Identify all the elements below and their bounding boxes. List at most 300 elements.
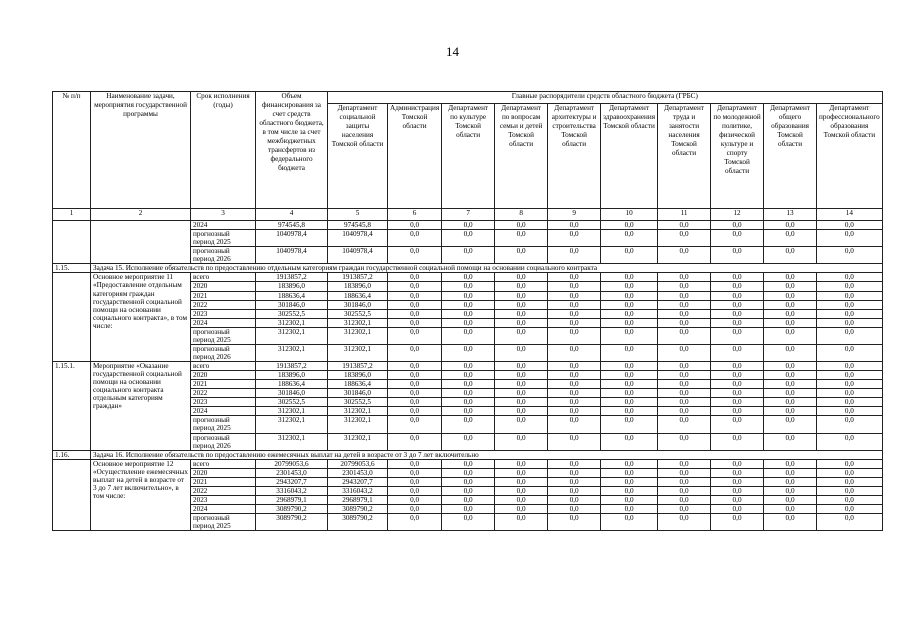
item-number: [53, 459, 91, 531]
value-cell: 0,0: [388, 495, 442, 504]
value-cell: 0,0: [711, 398, 764, 407]
value-cell: 1913857,2: [328, 362, 388, 371]
value-cell: 0,0: [388, 505, 442, 514]
value-cell: 0,0: [442, 407, 495, 416]
column-number: 9: [548, 209, 601, 221]
total-cell: 1040978,4: [256, 247, 328, 264]
value-cell: 0,0: [442, 221, 495, 230]
header-grbs: Департамент социальной защиты населения Томской области: [328, 104, 388, 209]
table-row: [53, 459, 883, 468]
value-cell: 0,0: [442, 468, 495, 477]
item-name: Мероприятие «Оказание государственной социальной помощи на основании социального контракта отдельным категориям граждан»: [91, 362, 191, 451]
task-text: Задача 16. Исполнение обязательств по предоставлению ежемесячных выплат на детей в возрасте от 3 до 7 лет включительно: [91, 450, 883, 459]
value-cell: 0,0: [495, 344, 548, 361]
value-cell: 0,0: [601, 230, 658, 247]
value-cell: 0,0: [817, 398, 883, 407]
value-cell: 0,0: [548, 300, 601, 309]
value-cell: 0,0: [711, 282, 764, 291]
value-cell: 0,0: [388, 371, 442, 380]
value-cell: 0,0: [601, 416, 658, 433]
value-cell: 0,0: [495, 505, 548, 514]
task-number: 1.16.: [53, 450, 91, 459]
value-cell: 0,0: [442, 300, 495, 309]
value-cell: 0,0: [495, 282, 548, 291]
value-cell: 0,0: [658, 459, 711, 468]
header-grbs: Департамент здравоохранения Томской области: [601, 104, 658, 209]
term-cell: 2020: [191, 282, 256, 291]
value-cell: 0,0: [388, 282, 442, 291]
value-cell: 0,0: [388, 362, 442, 371]
value-cell: 0,0: [442, 514, 495, 531]
term-cell: 2022: [191, 389, 256, 398]
value-cell: 0,0: [711, 291, 764, 300]
value-cell: 0,0: [711, 344, 764, 361]
header-grbs: Департамент по молодежной политике, физической культуре и спорту Томской области: [711, 104, 764, 209]
value-cell: 312302,1: [328, 416, 388, 433]
total-cell: 312302,1: [256, 344, 328, 361]
header-grbs: Департамент по культуре Томской области: [442, 104, 495, 209]
header-volume: Объем финансирования за счет средств областного бюджета, в том числе за счет межбюджетных трансфертов из федерального бюджета: [256, 92, 328, 209]
value-cell: 0,0: [601, 514, 658, 531]
value-cell: 0,0: [817, 318, 883, 327]
value-cell: 0,0: [764, 407, 817, 416]
value-cell: 0,0: [495, 273, 548, 282]
value-cell: 0,0: [442, 309, 495, 318]
value-cell: 0,0: [764, 477, 817, 486]
value-cell: 0,0: [495, 514, 548, 531]
value-cell: 0,0: [711, 468, 764, 477]
value-cell: 0,0: [442, 362, 495, 371]
value-cell: 0,0: [601, 477, 658, 486]
value-cell: 0,0: [711, 486, 764, 495]
value-cell: 0,0: [817, 247, 883, 264]
total-cell: 301846,0: [256, 300, 328, 309]
total-cell: 20799053,6: [256, 459, 328, 468]
value-cell: 0,0: [764, 344, 817, 361]
value-cell: 0,0: [817, 505, 883, 514]
value-cell: 0,0: [658, 371, 711, 380]
value-cell: 0,0: [764, 300, 817, 309]
value-cell: 0,0: [658, 468, 711, 477]
value-cell: 312302,1: [328, 327, 388, 344]
header-grbs: Департамент общего образования Томской области: [764, 104, 817, 209]
value-cell: 0,0: [817, 221, 883, 230]
value-cell: 0,0: [711, 505, 764, 514]
value-cell: 0,0: [711, 514, 764, 531]
value-cell: 974545,8: [328, 221, 388, 230]
column-number: 11: [658, 209, 711, 221]
total-cell: 188636,4: [256, 380, 328, 389]
term-cell: прогнозный период 2025: [191, 327, 256, 344]
value-cell: 0,0: [548, 309, 601, 318]
value-cell: 0,0: [495, 468, 548, 477]
value-cell: 0,0: [711, 459, 764, 468]
value-cell: 0,0: [388, 477, 442, 486]
value-cell: 0,0: [817, 362, 883, 371]
value-cell: 0,0: [495, 230, 548, 247]
value-cell: 0,0: [817, 282, 883, 291]
value-cell: 0,0: [495, 477, 548, 486]
term-cell: 2022: [191, 486, 256, 495]
value-cell: 0,0: [764, 514, 817, 531]
value-cell: 0,0: [817, 468, 883, 477]
value-cell: 3316043,2: [328, 486, 388, 495]
header-row-group: [53, 92, 883, 104]
value-cell: 0,0: [548, 362, 601, 371]
value-cell: 0,0: [711, 221, 764, 230]
value-cell: 0,0: [442, 371, 495, 380]
value-cell: 0,0: [658, 291, 711, 300]
value-cell: 0,0: [601, 291, 658, 300]
value-cell: 0,0: [764, 291, 817, 300]
value-cell: 0,0: [711, 230, 764, 247]
value-cell: 2943207,7: [328, 477, 388, 486]
value-cell: 0,0: [601, 407, 658, 416]
value-cell: 0,0: [658, 389, 711, 398]
value-cell: 0,0: [764, 433, 817, 450]
task-text: Задача 15. Исполнение обязательств по предоставлению отдельным категориям граждан государственной социальной помощи на основании социального контракта: [91, 264, 883, 273]
value-cell: 0,0: [442, 230, 495, 247]
value-cell: 0,0: [495, 495, 548, 504]
value-cell: 0,0: [548, 433, 601, 450]
value-cell: 0,0: [388, 309, 442, 318]
value-cell: 0,0: [817, 371, 883, 380]
value-cell: 0,0: [495, 380, 548, 389]
total-cell: 188636,4: [256, 291, 328, 300]
item-name: Основное мероприятие 11 «Предоставление отдельным категориям граждан государственной социальной помощи на основании социального контракта», в том числе:: [91, 273, 191, 362]
value-cell: 0,0: [711, 247, 764, 264]
value-cell: 0,0: [601, 398, 658, 407]
value-cell: 0,0: [548, 247, 601, 264]
value-cell: 0,0: [495, 318, 548, 327]
value-cell: 0,0: [442, 416, 495, 433]
value-cell: 0,0: [388, 344, 442, 361]
value-cell: 0,0: [764, 230, 817, 247]
term-cell: всего: [191, 273, 256, 282]
value-cell: 0,0: [388, 389, 442, 398]
value-cell: 0,0: [442, 398, 495, 407]
total-cell: 312302,1: [256, 416, 328, 433]
value-cell: 0,0: [388, 327, 442, 344]
value-cell: 0,0: [764, 318, 817, 327]
value-cell: 0,0: [711, 300, 764, 309]
value-cell: 0,0: [548, 273, 601, 282]
column-number: 14: [817, 209, 883, 221]
column-number: 1: [53, 209, 91, 221]
value-cell: 0,0: [548, 407, 601, 416]
value-cell: 0,0: [601, 389, 658, 398]
value-cell: 2968979,1: [328, 495, 388, 504]
value-cell: 0,0: [495, 327, 548, 344]
value-cell: 0,0: [711, 389, 764, 398]
value-cell: 0,0: [817, 230, 883, 247]
table-row: [53, 362, 883, 371]
value-cell: 0,0: [388, 300, 442, 309]
value-cell: 0,0: [442, 433, 495, 450]
value-cell: 0,0: [442, 459, 495, 468]
value-cell: 0,0: [442, 344, 495, 361]
value-cell: 0,0: [711, 318, 764, 327]
value-cell: 1040978,4: [328, 230, 388, 247]
value-cell: 0,0: [764, 495, 817, 504]
value-cell: 0,0: [764, 273, 817, 282]
value-cell: 0,0: [658, 309, 711, 318]
value-cell: 0,0: [601, 380, 658, 389]
header-grbs: Департамент по вопросам семьи и детей Томской области: [495, 104, 548, 209]
value-cell: 0,0: [764, 371, 817, 380]
value-cell: 1040978,4: [328, 247, 388, 264]
header-grbs: Департамент архитектуры и строительства Томской области: [548, 104, 601, 209]
value-cell: 0,0: [495, 362, 548, 371]
value-cell: 0,0: [548, 380, 601, 389]
value-cell: 0,0: [548, 486, 601, 495]
page-number: 14: [446, 44, 459, 59]
value-cell: 0,0: [495, 371, 548, 380]
table-row: [53, 273, 883, 282]
header-name: Наименование задачи, мероприятия государственной программы: [91, 92, 191, 209]
value-cell: 0,0: [601, 468, 658, 477]
value-cell: 0,0: [658, 300, 711, 309]
value-cell: 0,0: [388, 380, 442, 389]
total-cell: 302552,5: [256, 309, 328, 318]
header-grbs: Администрация Томской области: [388, 104, 442, 209]
value-cell: 0,0: [388, 318, 442, 327]
value-cell: 0,0: [442, 389, 495, 398]
value-cell: 0,0: [658, 514, 711, 531]
value-cell: 0,0: [817, 344, 883, 361]
value-cell: 0,0: [495, 459, 548, 468]
value-cell: 0,0: [764, 486, 817, 495]
term-cell: прогнозный период 2026: [191, 344, 256, 361]
term-cell: прогнозный период 2026: [191, 247, 256, 264]
value-cell: 0,0: [548, 468, 601, 477]
value-cell: 0,0: [442, 495, 495, 504]
value-cell: 0,0: [388, 291, 442, 300]
value-cell: 0,0: [817, 407, 883, 416]
term-cell: 2023: [191, 398, 256, 407]
value-cell: 312302,1: [328, 344, 388, 361]
value-cell: 1913857,2: [328, 273, 388, 282]
value-cell: 0,0: [711, 327, 764, 344]
value-cell: 0,0: [495, 416, 548, 433]
value-cell: 0,0: [495, 291, 548, 300]
value-cell: 0,0: [601, 486, 658, 495]
value-cell: 0,0: [388, 416, 442, 433]
term-cell: 2024: [191, 505, 256, 514]
value-cell: 0,0: [764, 282, 817, 291]
value-cell: 0,0: [711, 477, 764, 486]
term-cell: 2021: [191, 291, 256, 300]
value-cell: 0,0: [442, 247, 495, 264]
total-cell: 3089790,2: [256, 514, 328, 531]
term-cell: 2020: [191, 371, 256, 380]
value-cell: 0,0: [495, 433, 548, 450]
value-cell: 0,0: [764, 221, 817, 230]
value-cell: 0,0: [442, 505, 495, 514]
value-cell: 0,0: [495, 309, 548, 318]
value-cell: 0,0: [764, 389, 817, 398]
column-number: 8: [495, 209, 548, 221]
value-cell: 0,0: [658, 362, 711, 371]
value-cell: 0,0: [442, 380, 495, 389]
value-cell: 3089790,2: [328, 514, 388, 531]
total-cell: 301846,0: [256, 389, 328, 398]
value-cell: 0,0: [658, 477, 711, 486]
value-cell: 312302,1: [328, 407, 388, 416]
value-cell: 0,0: [817, 433, 883, 450]
value-cell: 0,0: [601, 459, 658, 468]
value-cell: 0,0: [442, 477, 495, 486]
term-cell: 2024: [191, 221, 256, 230]
value-cell: 0,0: [817, 416, 883, 433]
value-cell: 0,0: [817, 495, 883, 504]
term-cell: прогнозный период 2026: [191, 433, 256, 450]
value-cell: 0,0: [711, 309, 764, 318]
value-cell: 0,0: [548, 477, 601, 486]
total-cell: 974545,8: [256, 221, 328, 230]
value-cell: 0,0: [495, 398, 548, 407]
financing-table: [52, 91, 883, 531]
value-cell: 0,0: [388, 221, 442, 230]
item-number: [53, 221, 91, 264]
column-number-row: [53, 209, 883, 221]
value-cell: 0,0: [658, 416, 711, 433]
term-cell: 2020: [191, 468, 256, 477]
item-number: 1.15.1.: [53, 362, 91, 451]
value-cell: 0,0: [548, 514, 601, 531]
header-grbs: Департамент труда и занятости населения Томской области: [658, 104, 711, 209]
task-row: [53, 450, 883, 459]
value-cell: 0,0: [817, 273, 883, 282]
term-cell: всего: [191, 459, 256, 468]
value-cell: 0,0: [601, 273, 658, 282]
term-cell: прогнозный период 2025: [191, 230, 256, 247]
value-cell: 0,0: [442, 318, 495, 327]
value-cell: 2301453,0: [328, 468, 388, 477]
value-cell: 0,0: [495, 300, 548, 309]
value-cell: 0,0: [764, 459, 817, 468]
value-cell: 0,0: [601, 344, 658, 361]
value-cell: 0,0: [764, 505, 817, 514]
term-cell: 2024: [191, 407, 256, 416]
value-cell: 0,0: [817, 291, 883, 300]
value-cell: 0,0: [548, 398, 601, 407]
value-cell: 0,0: [711, 495, 764, 504]
value-cell: 0,0: [442, 282, 495, 291]
value-cell: 312302,1: [328, 318, 388, 327]
value-cell: 0,0: [388, 398, 442, 407]
term-cell: всего: [191, 362, 256, 371]
value-cell: 0,0: [388, 247, 442, 264]
value-cell: 183896,0: [328, 282, 388, 291]
value-cell: 0,0: [658, 505, 711, 514]
header-no: № п/п: [53, 92, 91, 209]
value-cell: 0,0: [442, 273, 495, 282]
value-cell: 0,0: [548, 459, 601, 468]
total-cell: 312302,1: [256, 318, 328, 327]
value-cell: 302552,5: [328, 398, 388, 407]
value-cell: 0,0: [601, 318, 658, 327]
value-cell: 0,0: [442, 486, 495, 495]
value-cell: 0,0: [658, 407, 711, 416]
value-cell: 0,0: [658, 486, 711, 495]
value-cell: 0,0: [495, 221, 548, 230]
value-cell: 0,0: [601, 362, 658, 371]
total-cell: 183896,0: [256, 282, 328, 291]
value-cell: 0,0: [388, 433, 442, 450]
value-cell: 0,0: [764, 309, 817, 318]
total-cell: 2968979,1: [256, 495, 328, 504]
total-cell: 312302,1: [256, 407, 328, 416]
total-cell: 312302,1: [256, 433, 328, 450]
value-cell: 0,0: [711, 416, 764, 433]
value-cell: 0,0: [711, 380, 764, 389]
value-cell: 0,0: [817, 486, 883, 495]
column-number: 13: [764, 209, 817, 221]
value-cell: 312302,1: [328, 433, 388, 450]
value-cell: 0,0: [658, 247, 711, 264]
table-row: [53, 221, 883, 230]
value-cell: 0,0: [658, 273, 711, 282]
header-grbs: Департамент профессионального образования Томской области: [817, 104, 883, 209]
value-cell: 183896,0: [328, 371, 388, 380]
value-cell: 0,0: [548, 389, 601, 398]
value-cell: 0,0: [817, 477, 883, 486]
term-cell: прогнозный период 2025: [191, 416, 256, 433]
value-cell: 0,0: [548, 282, 601, 291]
item-name: [91, 221, 191, 264]
header-term: Срок исполнения (годы): [191, 92, 256, 209]
value-cell: 0,0: [601, 282, 658, 291]
term-cell: 2024: [191, 318, 256, 327]
value-cell: 0,0: [601, 327, 658, 344]
term-cell: 2021: [191, 380, 256, 389]
total-cell: 312302,1: [256, 327, 328, 344]
value-cell: 3089790,2: [328, 505, 388, 514]
value-cell: 0,0: [601, 371, 658, 380]
value-cell: 0,0: [388, 407, 442, 416]
value-cell: 0,0: [601, 505, 658, 514]
value-cell: 0,0: [817, 459, 883, 468]
value-cell: 0,0: [658, 282, 711, 291]
value-cell: 0,0: [442, 327, 495, 344]
value-cell: 0,0: [764, 327, 817, 344]
value-cell: 0,0: [548, 318, 601, 327]
total-cell: 3089790,2: [256, 505, 328, 514]
value-cell: 0,0: [817, 389, 883, 398]
value-cell: 0,0: [388, 468, 442, 477]
value-cell: 0,0: [658, 433, 711, 450]
value-cell: 20799053,6: [328, 459, 388, 468]
value-cell: 0,0: [658, 230, 711, 247]
value-cell: 0,0: [764, 468, 817, 477]
value-cell: 0,0: [495, 407, 548, 416]
value-cell: 0,0: [711, 371, 764, 380]
value-cell: 0,0: [388, 459, 442, 468]
value-cell: 0,0: [817, 309, 883, 318]
term-cell: 2021: [191, 477, 256, 486]
value-cell: 0,0: [711, 362, 764, 371]
value-cell: 0,0: [388, 514, 442, 531]
header-grbs-group: Главные распорядители средств областного бюджета (ГРБС): [328, 92, 883, 104]
value-cell: 0,0: [495, 389, 548, 398]
value-cell: 0,0: [658, 495, 711, 504]
value-cell: 0,0: [388, 486, 442, 495]
value-cell: 0,0: [658, 380, 711, 389]
value-cell: 0,0: [711, 273, 764, 282]
value-cell: 0,0: [548, 291, 601, 300]
value-cell: 0,0: [817, 327, 883, 344]
